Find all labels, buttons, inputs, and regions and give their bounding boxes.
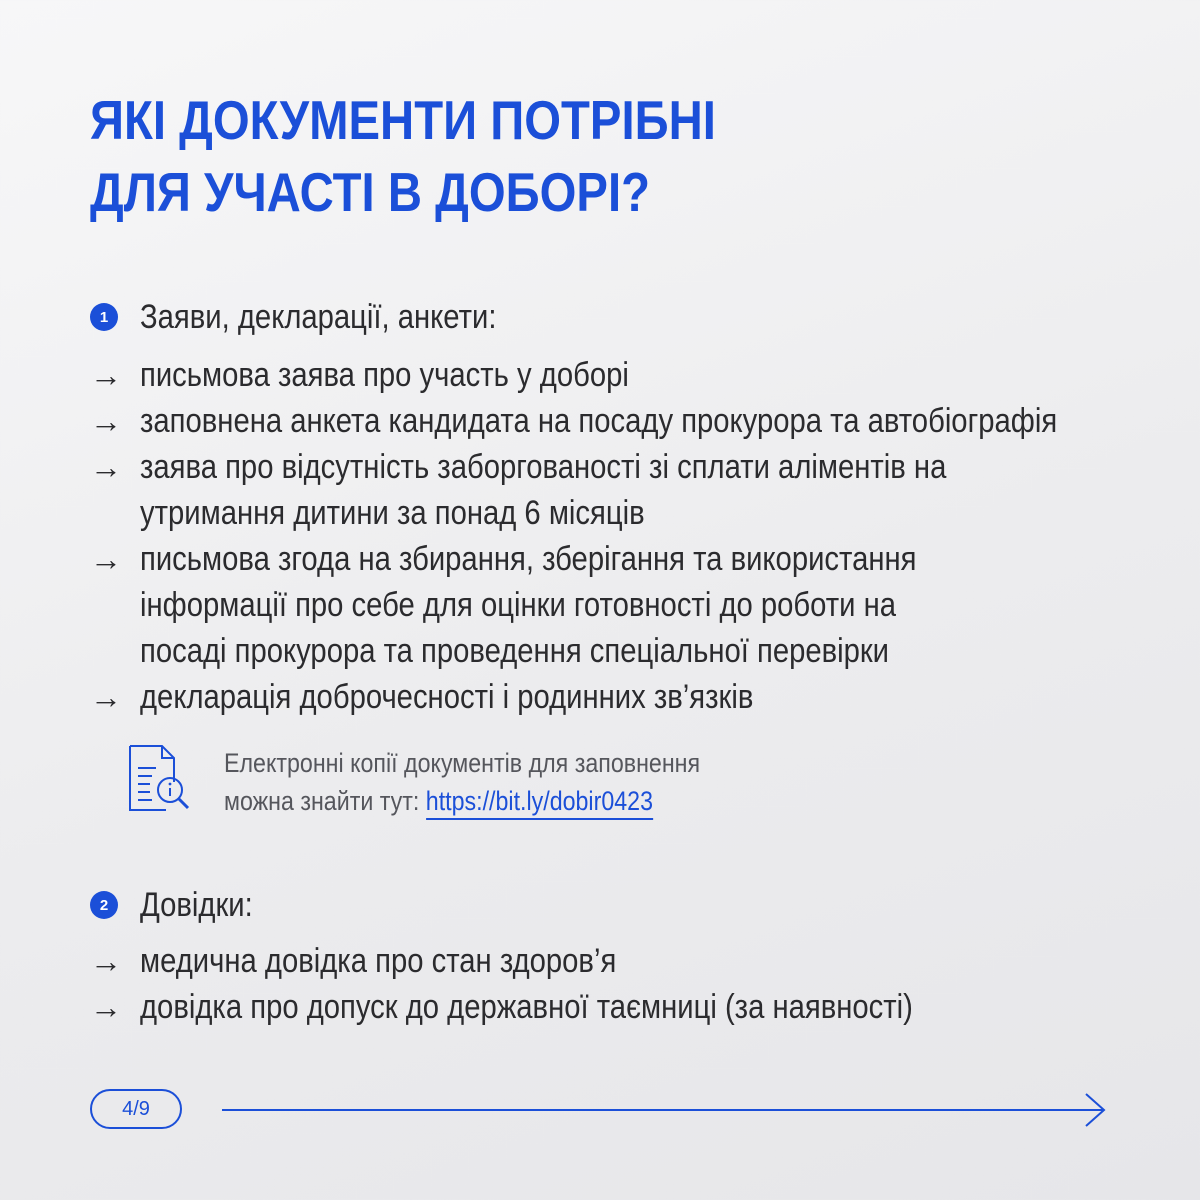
page-indicator: 4/9 bbox=[90, 1089, 182, 1129]
list-item bbox=[90, 398, 1200, 444]
list-item-text: заява про відсутність заборгованості зі сплати аліментів на утримання дитини за понад 6 місяців bbox=[140, 448, 947, 532]
arrow-right-icon: → bbox=[90, 679, 122, 715]
section-heading: Довідки: bbox=[140, 885, 253, 924]
arrow-right-icon: → bbox=[90, 989, 122, 1025]
arrow-right-icon: → bbox=[90, 449, 122, 485]
section-number-badge: 2 bbox=[90, 891, 118, 919]
note-text bbox=[224, 744, 700, 820]
list-item-text: письмова заява про участь у доборі bbox=[140, 356, 629, 394]
list-item bbox=[90, 674, 1200, 720]
list-item bbox=[90, 352, 1200, 398]
list-item bbox=[90, 938, 1200, 984]
section-header bbox=[90, 292, 1200, 342]
electronic-copies-note bbox=[126, 744, 778, 820]
arrow-right-icon: → bbox=[90, 541, 122, 577]
section-number-badge: 1 bbox=[90, 303, 118, 331]
arrow-right-icon: → bbox=[90, 403, 122, 439]
document-list bbox=[90, 352, 1200, 720]
list-item bbox=[90, 536, 1200, 674]
list-item-text: заповнена анкета кандидата на посаду прокурора та автобіографія bbox=[140, 402, 1058, 440]
note-line-2-prefix: можна знайти тут: bbox=[224, 786, 426, 816]
list-item bbox=[90, 444, 1200, 536]
document-search-icon bbox=[126, 744, 192, 814]
section-applications bbox=[90, 292, 1200, 720]
next-arrow-icon[interactable] bbox=[220, 1090, 1110, 1130]
note-line-1: Електронні копії документів для заповнення bbox=[224, 748, 701, 778]
documents-link[interactable]: https://bit.ly/dobir0423 bbox=[426, 786, 653, 820]
certificate-list bbox=[90, 938, 1200, 1030]
list-item-text: декларація доброчесності і родинних зв’язків bbox=[140, 678, 754, 716]
section-header bbox=[90, 880, 1200, 930]
list-item-text: письмова згода на збирання, зберігання та використання інформації про себе для оцінки готовності до роботи на посаді прокурора та проведення спеціальної перевірки bbox=[140, 540, 917, 670]
section-certificates bbox=[90, 880, 1200, 1030]
page-title bbox=[90, 84, 716, 228]
arrow-right-icon: → bbox=[90, 943, 122, 979]
note-line-2 bbox=[224, 782, 700, 820]
list-item-text: медична довідка про стан здоров’я bbox=[140, 942, 617, 980]
list-item-text: довідка про допуск до державної таємниці (за наявності) bbox=[140, 988, 913, 1026]
page-title-line-2: ДЛЯ УЧАСТІ В ДОБОРІ? bbox=[90, 161, 650, 223]
section-heading: Заяви, декларації, анкети: bbox=[140, 297, 497, 336]
page-title-line-1: ЯКІ ДОКУМЕНТИ ПОТРІБНІ bbox=[90, 89, 716, 151]
list-item bbox=[90, 984, 1200, 1030]
arrow-right-icon: → bbox=[90, 357, 122, 393]
